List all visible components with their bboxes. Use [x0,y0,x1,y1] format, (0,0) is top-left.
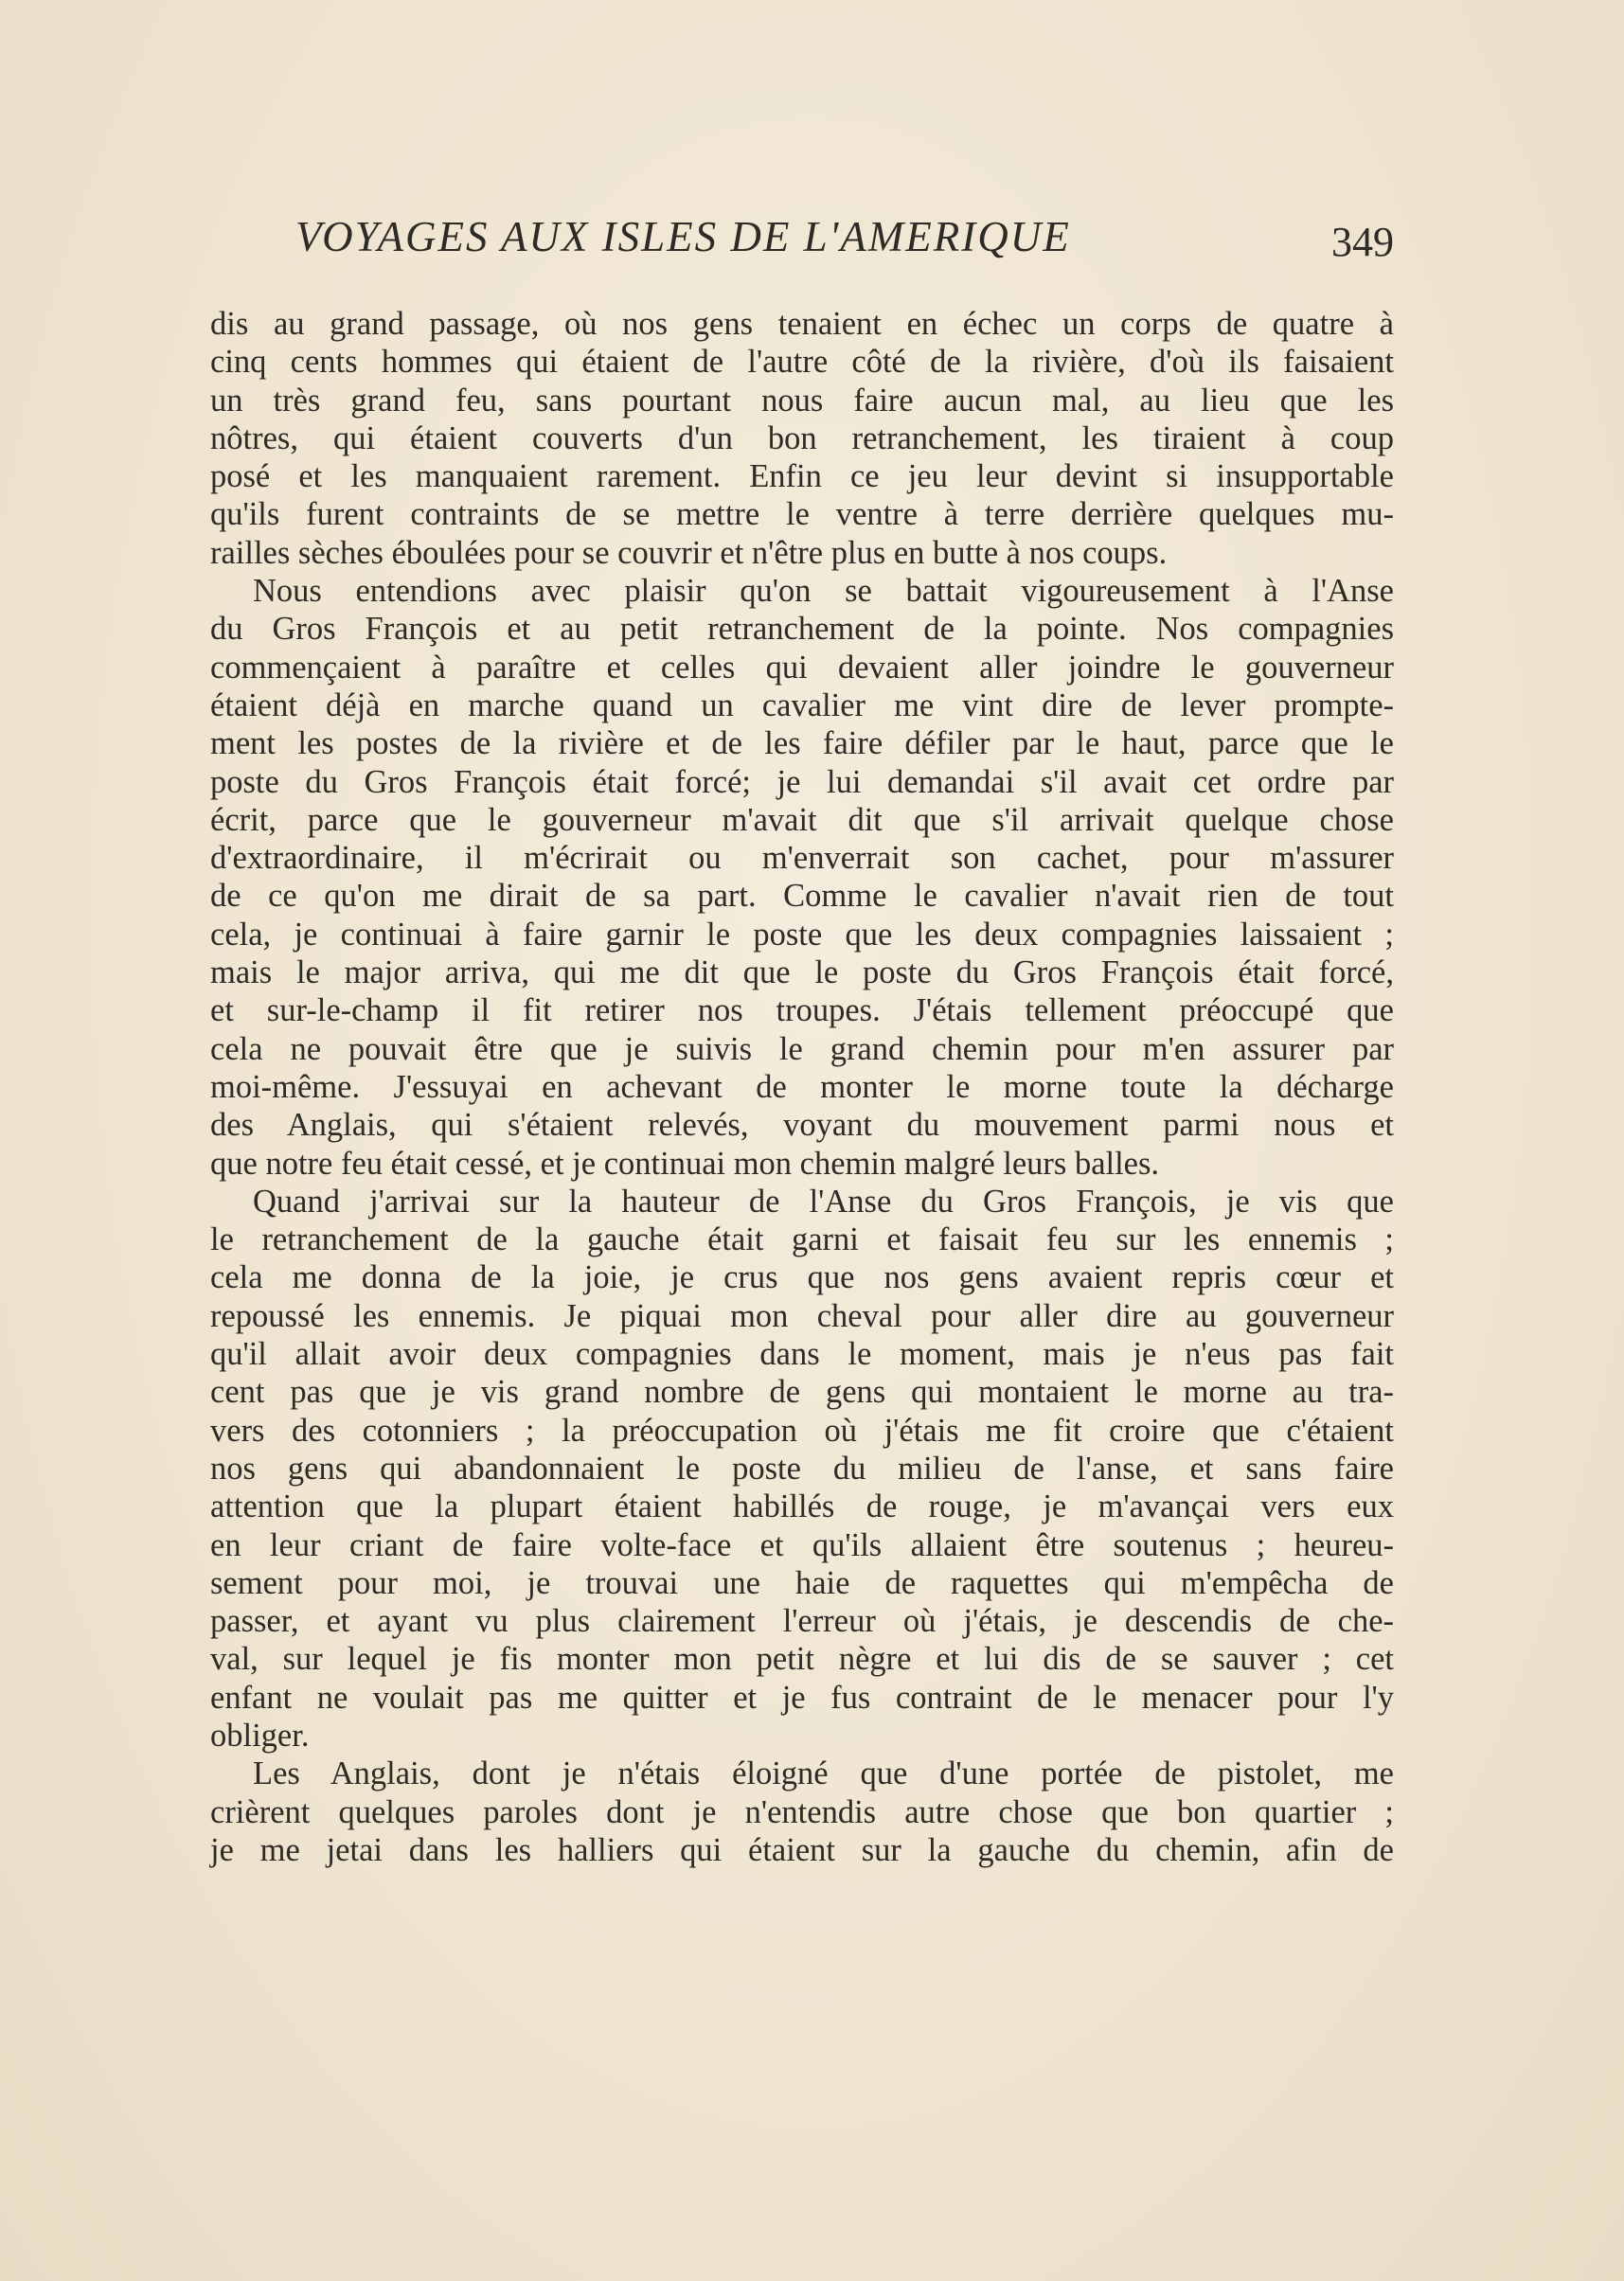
text-line: étaient déjà en marche quand un cavalier me vint dire de lever prompte- [210,686,1394,723]
text-line: obliger. [210,1717,310,1754]
text-line: mais le major arriva, qui me dit que le poste du Gros François était forcé, [210,954,1394,991]
text-line: et sur-le-champ il fit retirer nos troupes. J'étais tellement préoccupé que [210,992,1394,1029]
text-line: écrit, parce que le gouverneur m'avait dit que s'il arrivait quelque chose [210,801,1394,838]
text-line: un très grand feu, sans pourtant nous faire aucun mal, au lieu que les [210,382,1394,419]
running-head [295,208,1394,275]
text-line: cela ne pouvait être que je suivis le grand chemin pour m'en assurer par [210,1030,1394,1067]
text-line: des Anglais, qui s'étaient relevés, voyant du mouvement parmi nous et [210,1107,1394,1144]
text-line: posé et les manquaient rarement. Enfin ce jeu leur devint si insupportable [210,458,1394,495]
text-line: crièrent quelques paroles dont je n'entendis autre chose que bon quartier ; [210,1793,1394,1830]
text-line: moi-même. J'essuyai en achevant de monter le morne toute la décharge [210,1068,1394,1105]
paragraph-start-line: Nous entendions avec plaisir qu'on se battait vigoureusement à l'Anse [253,573,1394,610]
text-line: passer, et ayant vu plus clairement l'erreur où j'étais, je descendis de che- [210,1603,1394,1640]
text-line: dis au grand passage, où nos gens tenaient en échec un corps de quatre à [210,306,1394,342]
paragraph-start-line: Les Anglais, dont je n'étais éloigné que d'une portée de pistolet, me [253,1755,1394,1792]
text-line: poste du Gros François était forcé; je lui demandai s'il avait cet ordre par [210,763,1394,800]
text-line: en leur criant de faire volte-face et qu'ils allaient être soutenus ; heureu- [210,1526,1394,1563]
text-line: le retranchement de la gauche était garni et faisait feu sur les ennemis ; [210,1221,1394,1258]
paragraph-start-line: Quand j'arrivai sur la hauteur de l'Anse du Gros François, je vis que [253,1183,1394,1220]
text-line: qu'il allait avoir deux compagnies dans le moment, mais je n'eus pas fait [210,1336,1394,1373]
text-line: je me jetai dans les halliers qui étaient sur la gauche du chemin, afin de [210,1831,1394,1868]
text-line: cela me donna de la joie, je crus que nos gens avaient repris cœur et [210,1259,1394,1296]
body-text [210,305,1394,1869]
text-line: cela, je continuai à faire garnir le poste que les deux compagnies laissaient ; [210,916,1394,953]
text-line: de ce qu'on me dirait de sa part. Comme le cavalier n'avait rien de tout [210,878,1394,915]
text-line: nos gens qui abandonnaient le poste du milieu de l'anse, et sans faire [210,1450,1394,1487]
text-line: enfant ne voulait pas me quitter et je fus contraint de le menacer pour l'y [210,1679,1394,1716]
text-line: nôtres, qui étaient couverts d'un bon retranchement, les tiraient à coup [210,419,1394,456]
text-line: attention que la plupart étaient habillés de rouge, je m'avançai vers eux [210,1488,1394,1525]
text-line: val, sur lequel je fis monter mon petit nègre et lui dis de se sauver ; cet [210,1641,1394,1678]
text-line: qu'ils furent contraints de se mettre le ventre à terre derrière quelques mu- [210,496,1394,533]
text-line: sement pour moi, je trouvai une haie de raquettes qui m'empêcha de [210,1564,1394,1601]
text-line: vers des cotonniers ; la préoccupation où j'étais me fit croire que c'étaient [210,1412,1394,1449]
text-line: commençaient à paraître et celles qui devaient aller joindre le gouverneur [210,649,1394,686]
running-title: VOYAGES AUX ISLES DE L'AMERIQUE [295,213,1071,260]
text-line: railles sèches éboulées pour se couvrir et n'être plus en butte à nos coups. [210,534,1168,571]
text-line: que notre feu était cessé, et je continuai mon chemin malgré leurs balles. [210,1145,1160,1182]
page-number: 349 [1331,219,1394,265]
text-line: ment les postes de la rivière et de les faire défiler par le haut, parce que le [210,725,1394,762]
text-line: cinq cents hommes qui étaient de l'autre côté de la rivière, d'où ils faisaient [210,344,1394,381]
text-line: cent pas que je vis grand nombre de gens qui montaient le morne au tra- [210,1374,1394,1411]
text-line: repoussé les ennemis. Je piquai mon cheval pour aller dire au gouverneur [210,1297,1394,1334]
text-line: du Gros François et au petit retranchement de la pointe. Nos compagnies [210,611,1394,648]
text-line: d'extraordinaire, il m'écrirait ou m'enverrait son cachet, pour m'assurer [210,840,1394,877]
